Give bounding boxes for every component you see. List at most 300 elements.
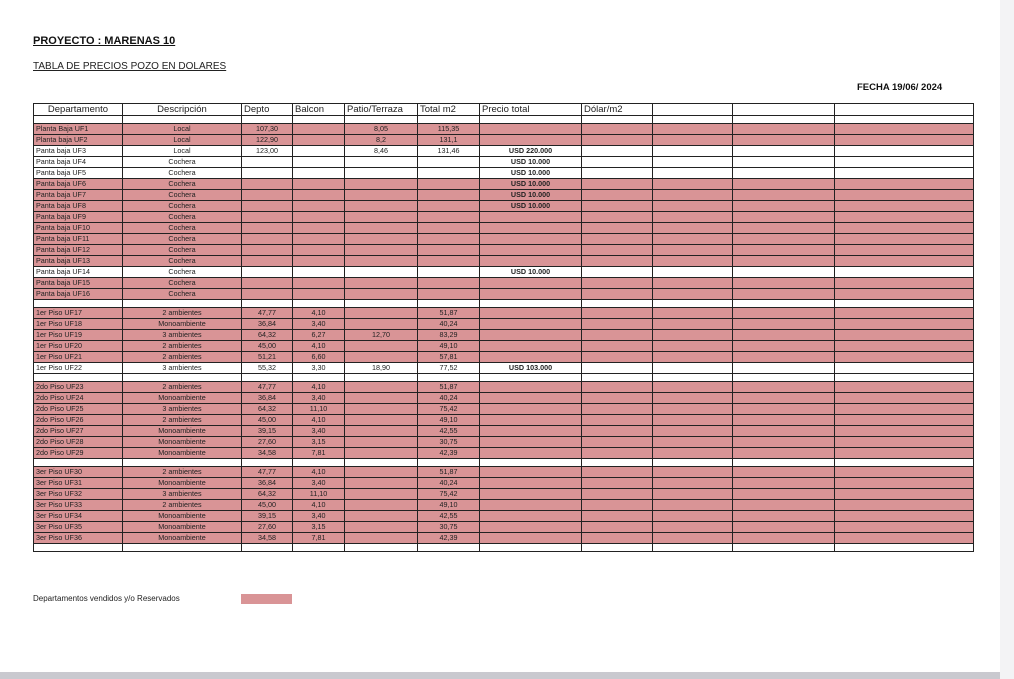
price-cell [480, 352, 582, 363]
table-row [34, 256, 974, 267]
empty-cell [835, 267, 974, 278]
patio-cell [345, 168, 418, 179]
empty-cell [733, 146, 835, 157]
empty-cell [835, 393, 974, 404]
empty-cell [653, 256, 733, 267]
depto-cell: 47,77 [242, 382, 293, 393]
balcon-cell: 3,15 [293, 522, 345, 533]
table-row [34, 267, 974, 278]
unit-cell: Panta baja UF8 [34, 201, 123, 212]
total-cell: 75,42 [418, 489, 480, 500]
empty-cell [582, 116, 653, 124]
price-cell [480, 478, 582, 489]
table-row [34, 363, 974, 374]
patio-cell [345, 278, 418, 289]
price-cell: USD 10.000 [480, 190, 582, 201]
balcon-cell: 7,81 [293, 448, 345, 459]
unit-cell: Panta baja UF10 [34, 223, 123, 234]
empty-cell [480, 459, 582, 467]
total-cell: 51,87 [418, 308, 480, 319]
empty-cell [733, 522, 835, 533]
table-row [34, 533, 974, 544]
empty-cell [733, 426, 835, 437]
total-cell [418, 234, 480, 245]
table-row [34, 223, 974, 234]
price-cell [480, 289, 582, 300]
description-cell: Cochera [123, 289, 242, 300]
balcon-cell: 3,40 [293, 426, 345, 437]
patio-cell [345, 533, 418, 544]
column-header: Departamento [34, 104, 123, 116]
empty-cell [733, 116, 835, 124]
empty-cell [582, 289, 653, 300]
empty-cell [835, 289, 974, 300]
empty-cell [835, 374, 974, 382]
description-cell: Local [123, 124, 242, 135]
empty-cell [123, 459, 242, 467]
table-row [34, 426, 974, 437]
empty-cell [582, 124, 653, 135]
table-header-row [34, 104, 974, 116]
depto-cell [242, 256, 293, 267]
total-cell: 30,75 [418, 522, 480, 533]
patio-cell [345, 319, 418, 330]
depto-cell: 39,15 [242, 426, 293, 437]
description-cell: 2 ambientes [123, 500, 242, 511]
balcon-cell: 3,40 [293, 319, 345, 330]
depto-cell: 64,32 [242, 489, 293, 500]
empty-cell [582, 245, 653, 256]
empty-cell [582, 319, 653, 330]
empty-cell [653, 135, 733, 146]
price-cell: USD 10.000 [480, 179, 582, 190]
depto-cell: 45,00 [242, 341, 293, 352]
empty-cell [835, 448, 974, 459]
depto-cell [242, 289, 293, 300]
depto-cell: 64,32 [242, 404, 293, 415]
patio-cell [345, 190, 418, 201]
empty-cell [582, 511, 653, 522]
balcon-cell: 3,30 [293, 363, 345, 374]
empty-cell [653, 267, 733, 278]
depto-cell [242, 190, 293, 201]
empty-cell [835, 116, 974, 124]
price-cell [480, 308, 582, 319]
empty-cell [653, 467, 733, 478]
patio-cell [345, 308, 418, 319]
empty-cell [733, 278, 835, 289]
empty-cell [733, 341, 835, 352]
table-row [34, 190, 974, 201]
empty-cell [582, 500, 653, 511]
empty-cell [733, 437, 835, 448]
patio-cell [345, 341, 418, 352]
description-cell: 2 ambientes [123, 341, 242, 352]
total-cell [418, 168, 480, 179]
empty-cell [582, 278, 653, 289]
empty-cell [653, 212, 733, 223]
empty-cell [835, 363, 974, 374]
empty-cell [733, 459, 835, 467]
description-cell: 3 ambientes [123, 404, 242, 415]
unit-cell: 1er Piso UF19 [34, 330, 123, 341]
empty-cell [582, 300, 653, 308]
balcon-cell [293, 245, 345, 256]
depto-cell: 34,58 [242, 533, 293, 544]
empty-cell [582, 146, 653, 157]
empty-cell [835, 489, 974, 500]
empty-cell [733, 135, 835, 146]
price-cell: USD 10.000 [480, 168, 582, 179]
empty-cell [653, 319, 733, 330]
empty-cell [242, 544, 293, 552]
total-cell [418, 201, 480, 212]
empty-cell [653, 533, 733, 544]
description-cell: 2 ambientes [123, 382, 242, 393]
unit-cell: 3er Piso UF32 [34, 489, 123, 500]
empty-cell [733, 245, 835, 256]
empty-cell [653, 522, 733, 533]
depto-cell [242, 157, 293, 168]
empty-cell [582, 544, 653, 552]
empty-cell [835, 330, 974, 341]
empty-cell [733, 168, 835, 179]
empty-cell [582, 415, 653, 426]
depto-cell: 45,00 [242, 415, 293, 426]
table-row [34, 212, 974, 223]
empty-cell [733, 300, 835, 308]
patio-cell: 8,46 [345, 146, 418, 157]
unit-cell: 1er Piso UF21 [34, 352, 123, 363]
patio-cell [345, 415, 418, 426]
empty-cell [293, 459, 345, 467]
description-cell: Cochera [123, 256, 242, 267]
empty-cell [653, 426, 733, 437]
empty-cell [653, 245, 733, 256]
patio-cell [345, 522, 418, 533]
empty-cell [653, 374, 733, 382]
table-row [34, 500, 974, 511]
empty-cell [653, 352, 733, 363]
empty-cell [733, 448, 835, 459]
price-cell [480, 533, 582, 544]
price-cell [480, 511, 582, 522]
description-cell: Monoambiente [123, 478, 242, 489]
empty-cell [582, 533, 653, 544]
total-cell: 40,24 [418, 393, 480, 404]
balcon-cell [293, 256, 345, 267]
unit-cell: Panta baja UF3 [34, 146, 123, 157]
patio-cell [345, 267, 418, 278]
empty-cell [582, 201, 653, 212]
column-header: Patio/Terraza [345, 104, 418, 116]
empty-cell [582, 489, 653, 500]
unit-cell: 1er Piso UF20 [34, 341, 123, 352]
description-cell: 2 ambientes [123, 352, 242, 363]
patio-cell [345, 212, 418, 223]
empty-cell [293, 116, 345, 124]
depto-cell [242, 267, 293, 278]
column-header [653, 104, 733, 116]
balcon-cell [293, 168, 345, 179]
empty-cell [835, 426, 974, 437]
total-cell [418, 289, 480, 300]
price-cell [480, 522, 582, 533]
empty-cell [582, 256, 653, 267]
empty-cell [835, 478, 974, 489]
empty-cell [582, 341, 653, 352]
table-row [34, 234, 974, 245]
unit-cell: 3er Piso UF33 [34, 500, 123, 511]
patio-cell [345, 245, 418, 256]
empty-cell [653, 437, 733, 448]
price-cell [480, 223, 582, 234]
table-row [34, 415, 974, 426]
empty-cell [242, 116, 293, 124]
empty-cell [653, 278, 733, 289]
price-cell [480, 437, 582, 448]
table-row [34, 352, 974, 363]
description-cell: 3 ambientes [123, 363, 242, 374]
price-cell: USD 10.000 [480, 267, 582, 278]
unit-cell: Panta baja UF5 [34, 168, 123, 179]
empty-cell [480, 374, 582, 382]
empty-cell [582, 448, 653, 459]
depto-cell: 123,00 [242, 146, 293, 157]
total-cell [418, 212, 480, 223]
patio-cell [345, 478, 418, 489]
description-cell: Cochera [123, 157, 242, 168]
empty-cell [293, 544, 345, 552]
price-cell [480, 124, 582, 135]
total-cell [418, 256, 480, 267]
description-cell: Cochera [123, 179, 242, 190]
empty-cell [345, 374, 418, 382]
price-cell [480, 500, 582, 511]
empty-cell [835, 511, 974, 522]
unit-cell: 3er Piso UF30 [34, 467, 123, 478]
unit-cell: 2do Piso UF24 [34, 393, 123, 404]
empty-cell [835, 404, 974, 415]
empty-cell [733, 533, 835, 544]
empty-cell [480, 300, 582, 308]
total-cell: 57,81 [418, 352, 480, 363]
patio-cell [345, 256, 418, 267]
empty-cell [835, 437, 974, 448]
empty-cell [653, 146, 733, 157]
empty-cell [835, 146, 974, 157]
depto-cell [242, 234, 293, 245]
empty-cell [835, 533, 974, 544]
depto-cell [242, 201, 293, 212]
empty-cell [582, 168, 653, 179]
total-cell: 42,55 [418, 426, 480, 437]
empty-cell [653, 404, 733, 415]
depto-cell [242, 168, 293, 179]
description-cell: Monoambiente [123, 319, 242, 330]
empty-cell [418, 300, 480, 308]
empty-cell [242, 300, 293, 308]
empty-cell [582, 374, 653, 382]
depto-cell: 47,77 [242, 467, 293, 478]
total-cell [418, 278, 480, 289]
column-header: Precio total [480, 104, 582, 116]
price-cell [480, 467, 582, 478]
balcon-cell: 3,15 [293, 437, 345, 448]
description-cell: Cochera [123, 190, 242, 201]
balcon-cell: 7,81 [293, 533, 345, 544]
empty-cell [582, 234, 653, 245]
empty-cell [835, 278, 974, 289]
balcon-cell: 3,40 [293, 478, 345, 489]
empty-cell [123, 544, 242, 552]
unit-cell: 2do Piso UF28 [34, 437, 123, 448]
table-row [34, 245, 974, 256]
empty-cell [733, 330, 835, 341]
depto-cell: 36,84 [242, 478, 293, 489]
depto-cell: 107,30 [242, 124, 293, 135]
depto-cell: 45,00 [242, 500, 293, 511]
empty-cell [835, 168, 974, 179]
empty-cell [653, 157, 733, 168]
unit-cell: 2do Piso UF26 [34, 415, 123, 426]
total-cell: 131,1 [418, 135, 480, 146]
unit-cell: Panta baja UF16 [34, 289, 123, 300]
description-cell: Cochera [123, 168, 242, 179]
patio-cell: 18,90 [345, 363, 418, 374]
description-cell: 3 ambientes [123, 330, 242, 341]
empty-cell [835, 124, 974, 135]
description-cell: Monoambiente [123, 437, 242, 448]
depto-cell: 36,84 [242, 319, 293, 330]
unit-cell: 1er Piso UF22 [34, 363, 123, 374]
empty-cell [653, 124, 733, 135]
empty-cell [653, 415, 733, 426]
patio-cell [345, 393, 418, 404]
total-cell [418, 267, 480, 278]
price-table-subtitle: TABLA DE PRECIOS POZO EN DOLARES [33, 61, 227, 72]
empty-cell [582, 212, 653, 223]
depto-cell [242, 179, 293, 190]
balcon-cell: 6,27 [293, 330, 345, 341]
empty-cell [418, 374, 480, 382]
empty-cell [653, 478, 733, 489]
unit-cell: 2do Piso UF27 [34, 426, 123, 437]
empty-cell [653, 330, 733, 341]
total-cell [418, 245, 480, 256]
empty-cell [582, 352, 653, 363]
patio-cell: 8,2 [345, 135, 418, 146]
depto-cell: 39,15 [242, 511, 293, 522]
empty-cell [835, 544, 974, 552]
table-row [34, 404, 974, 415]
empty-cell [835, 300, 974, 308]
unit-cell: Panta baja UF7 [34, 190, 123, 201]
price-cell [480, 212, 582, 223]
empty-cell [582, 404, 653, 415]
empty-cell [653, 168, 733, 179]
spacer-row [34, 374, 974, 382]
patio-cell [345, 223, 418, 234]
legend-label: Departamentos vendidos y/o Reservados [33, 594, 180, 603]
description-cell: Monoambiente [123, 511, 242, 522]
empty-cell [653, 289, 733, 300]
empty-cell [653, 190, 733, 201]
description-cell: Cochera [123, 223, 242, 234]
patio-cell [345, 201, 418, 212]
description-cell: Monoambiente [123, 393, 242, 404]
empty-cell [582, 478, 653, 489]
empty-cell [835, 415, 974, 426]
table-row [34, 135, 974, 146]
unit-cell: Panta baja UF15 [34, 278, 123, 289]
unit-cell: Panta baja UF14 [34, 267, 123, 278]
empty-cell [582, 135, 653, 146]
empty-cell [293, 374, 345, 382]
empty-cell [582, 382, 653, 393]
viewer-bottom-scrollbar[interactable] [0, 672, 1000, 679]
description-cell: Cochera [123, 234, 242, 245]
total-cell: 42,39 [418, 448, 480, 459]
empty-cell [835, 341, 974, 352]
empty-cell [123, 116, 242, 124]
unit-cell: Panta baja UF9 [34, 212, 123, 223]
table-row [34, 308, 974, 319]
unit-cell: Panta baja UF12 [34, 245, 123, 256]
empty-cell [733, 319, 835, 330]
empty-cell [242, 374, 293, 382]
unit-cell: 3er Piso UF36 [34, 533, 123, 544]
description-cell: Monoambiente [123, 522, 242, 533]
patio-cell: 12,70 [345, 330, 418, 341]
spacer-row [34, 300, 974, 308]
depto-cell [242, 212, 293, 223]
empty-cell [582, 393, 653, 404]
empty-cell [653, 511, 733, 522]
depto-cell [242, 278, 293, 289]
total-cell: 83,29 [418, 330, 480, 341]
table-row [34, 341, 974, 352]
description-cell: Local [123, 146, 242, 157]
balcon-cell [293, 289, 345, 300]
empty-cell [733, 415, 835, 426]
price-cell [480, 330, 582, 341]
unit-cell: 3er Piso UF34 [34, 511, 123, 522]
empty-cell [653, 341, 733, 352]
price-cell [480, 426, 582, 437]
empty-cell [582, 426, 653, 437]
balcon-cell: 11,10 [293, 489, 345, 500]
balcon-cell [293, 201, 345, 212]
table-row [34, 289, 974, 300]
unit-cell: 2do Piso UF23 [34, 382, 123, 393]
empty-cell [733, 157, 835, 168]
balcon-cell [293, 135, 345, 146]
empty-cell [582, 522, 653, 533]
empty-cell [418, 459, 480, 467]
unit-cell: 2do Piso UF29 [34, 448, 123, 459]
patio-cell [345, 157, 418, 168]
unit-cell: 1er Piso UF17 [34, 308, 123, 319]
price-cell [480, 415, 582, 426]
empty-cell [582, 223, 653, 234]
unit-cell: 3er Piso UF35 [34, 522, 123, 533]
empty-cell [835, 223, 974, 234]
empty-cell [418, 116, 480, 124]
price-table [33, 103, 974, 552]
table-row [34, 448, 974, 459]
price-cell [480, 393, 582, 404]
